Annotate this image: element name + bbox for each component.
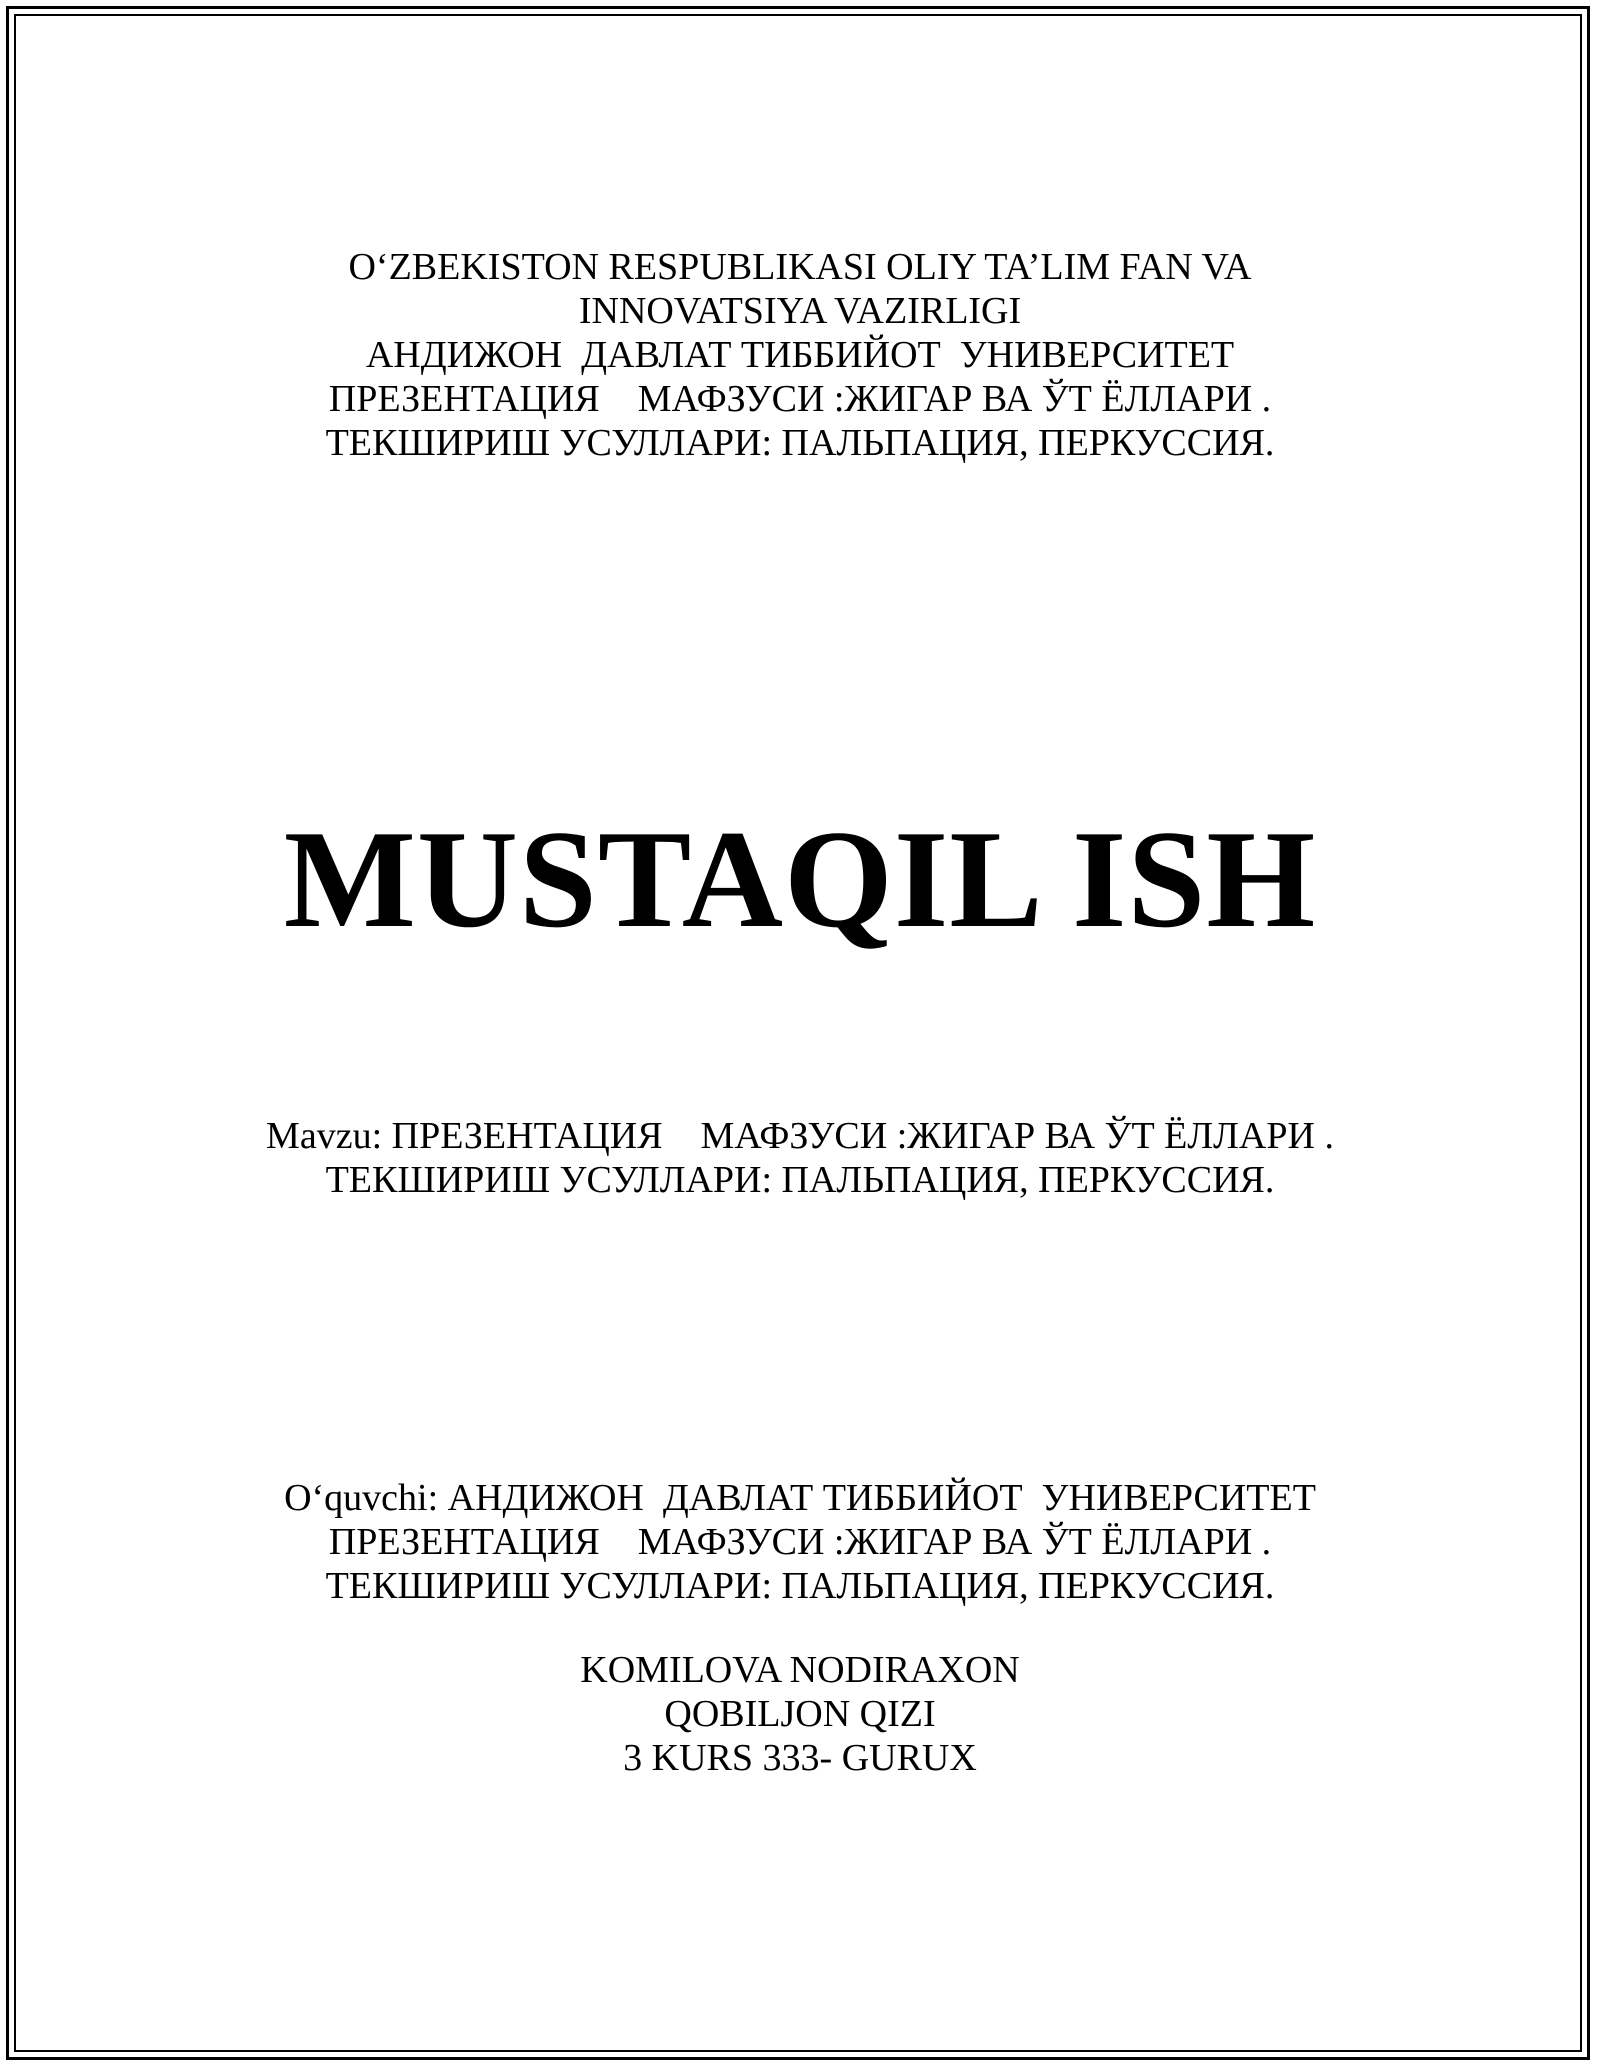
ministry-header [0, 245, 1600, 465]
student-section [0, 1476, 1600, 1780]
topic-line: ТЕКШИРИШ УСУЛЛАРИ: ПАЛЬПАЦИЯ, ПЕРКУССИЯ. [325, 1159, 1275, 1201]
topic-line: Mavzu: ПРЕЗЕНТАЦИЯ МАФЗУСИ :ЖИГАР ВА ЎТ ЁЛЛАРИ . [266, 1115, 1334, 1157]
topic-section [0, 1114, 1600, 1202]
header-line: INNOVATSIYA VAZIRLIGI [578, 290, 1022, 332]
student-line: ТЕКШИРИШ УСУЛЛАРИ: ПАЛЬПАЦИЯ, ПЕРКУССИЯ. [325, 1565, 1275, 1607]
header-line: АНДИЖОН ДАВЛАТ ТИББИЙОТ УНИВЕРСИТЕТ [365, 334, 1235, 376]
header-line: ПРЕЗЕНТАЦИЯ МАФЗУСИ :ЖИГАР ВА ЎТ ЁЛЛАРИ . [328, 378, 1272, 420]
header-line: ТЕКШИРИШ УСУЛЛАРИ: ПАЛЬПАЦИЯ, ПЕРКУССИЯ. [325, 422, 1275, 464]
document-title: MUSTAQIL ISH [283, 802, 1317, 957]
header-line: O‘ZBEKISTON RESPUBLIKASI OLIY TA’LIM FAN VA [348, 246, 1252, 288]
student-line: O‘quvchi: АНДИЖОН ДАВЛАТ ТИББИЙОТ УНИВЕРСИТЕТ [284, 1477, 1316, 1519]
student-line: ПРЕЗЕНТАЦИЯ МАФЗУСИ :ЖИГАР ВА ЎТ ЁЛЛАРИ . [328, 1521, 1272, 1563]
student-name-line: KOMILOVA NODIRAXON [580, 1649, 1020, 1691]
student-name-line: QOBILJON QIZI [664, 1693, 936, 1735]
student-group-line: 3 KURS 333- GURUX [623, 1737, 977, 1779]
spacer [0, 1608, 1600, 1648]
